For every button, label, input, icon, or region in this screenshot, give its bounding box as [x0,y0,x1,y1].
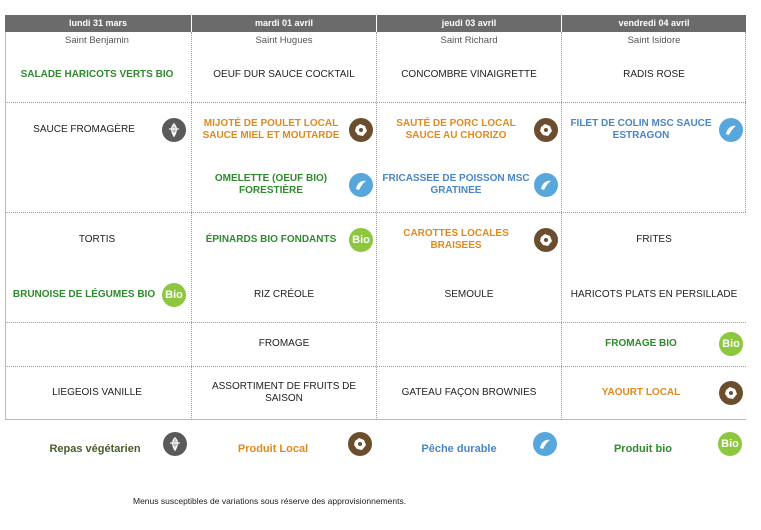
side-dish-item: ÉPINARDS BIO FONDANTS [205,233,337,245]
bio-icon: Bio [162,283,186,307]
side-dish-item: CAROTTES LOCALES BRAISEES [403,227,509,251]
legend-sustainable-fish-icon [533,432,557,456]
local-product-icon [719,381,743,405]
sustainable-fish-icon [349,173,373,197]
side-dish-alt-item: HARICOTS PLATS EN PERSILLADE [570,288,738,300]
bio-icon: Bio [719,332,743,356]
legend-label: Pêche durable [421,443,497,455]
sustainable-fish-icon [719,118,743,142]
dessert-item: YAOURT LOCAL [601,387,681,398]
local-product-icon [534,228,558,252]
dessert-item: GATEAU FAÇON BROWNIES [401,387,537,398]
footnote: Menus susceptibles de variations sous réserve des approvisionnements. [133,496,407,506]
starter-item: RADIS ROSE [623,69,685,80]
day-header-tuesday: mardi 01 avril [192,15,376,32]
bio-icon: Bio [349,228,373,252]
legend-bio-icon: Bio [718,432,742,456]
main-dish-item: SAUTÉ DE PORC LOCAL SAUCE AU CHORIZO [396,117,516,141]
day-header-friday: vendredi 04 avril [562,15,746,32]
dessert-item: ASSORTIMENT DE FRUITS DE SAISON [211,381,357,404]
legend-label: Produit bio [613,443,673,455]
main-dish-alt-item: OMELETTE (OEUF BIO) FORESTIÈRE [214,172,328,196]
legend-local-product-icon [348,432,372,456]
saint-of-day: Saint Richard [440,35,498,46]
side-dish-item: TORTIS [78,233,116,245]
side-dish-alt-item: RIZ CRÉOLE [253,288,314,300]
side-dish-alt-item: BRUNOISE DE LÉGUMES BIO [12,288,156,300]
legend-label: Produit Local [237,443,309,455]
main-dish-item: FILET DE COLIN MSC SAUCE ESTRAGON [570,117,712,141]
cheese-item: FROMAGE BIO [605,338,677,349]
local-product-icon [534,118,558,142]
cheese-item: FROMAGE [258,338,310,349]
main-dish-item: SAUCE FROMAGÈRE [33,123,135,135]
starter-item: CONCOMBRE VINAIGRETTE [401,69,537,80]
day-header-monday: lundi 31 mars [5,15,191,32]
side-dish-item: FRITES [636,233,672,245]
dessert-item: LIEGEOIS VANILLE [52,387,142,398]
main-dish-alt-item: FRICASSEE DE POISSON MSC GRATINEE [382,172,530,196]
sustainable-fish-icon [534,173,558,197]
legend-vegetarian-icon [163,432,187,456]
local-product-icon [349,118,373,142]
vegetarian-icon [162,118,186,142]
starter-item: SALADE HARICOTS VERTS BIO [20,69,174,80]
starter-item: OEUF DUR SAUCE COCKTAIL [213,69,355,80]
day-header-thursday: jeudi 03 avril [377,15,561,32]
legend [5,422,747,482]
main-dish-item: MIJOTÉ DE POULET LOCAL SAUCE MIEL ET MOUTARDE [202,117,340,141]
saint-of-day: Saint Benjamin [65,35,129,46]
saint-of-day: Saint Isidore [627,35,681,46]
saint-of-day: Saint Hugues [255,35,313,46]
legend-label: Repas végétarien [49,443,141,455]
side-dish-alt-item: SEMOULE [444,288,494,300]
